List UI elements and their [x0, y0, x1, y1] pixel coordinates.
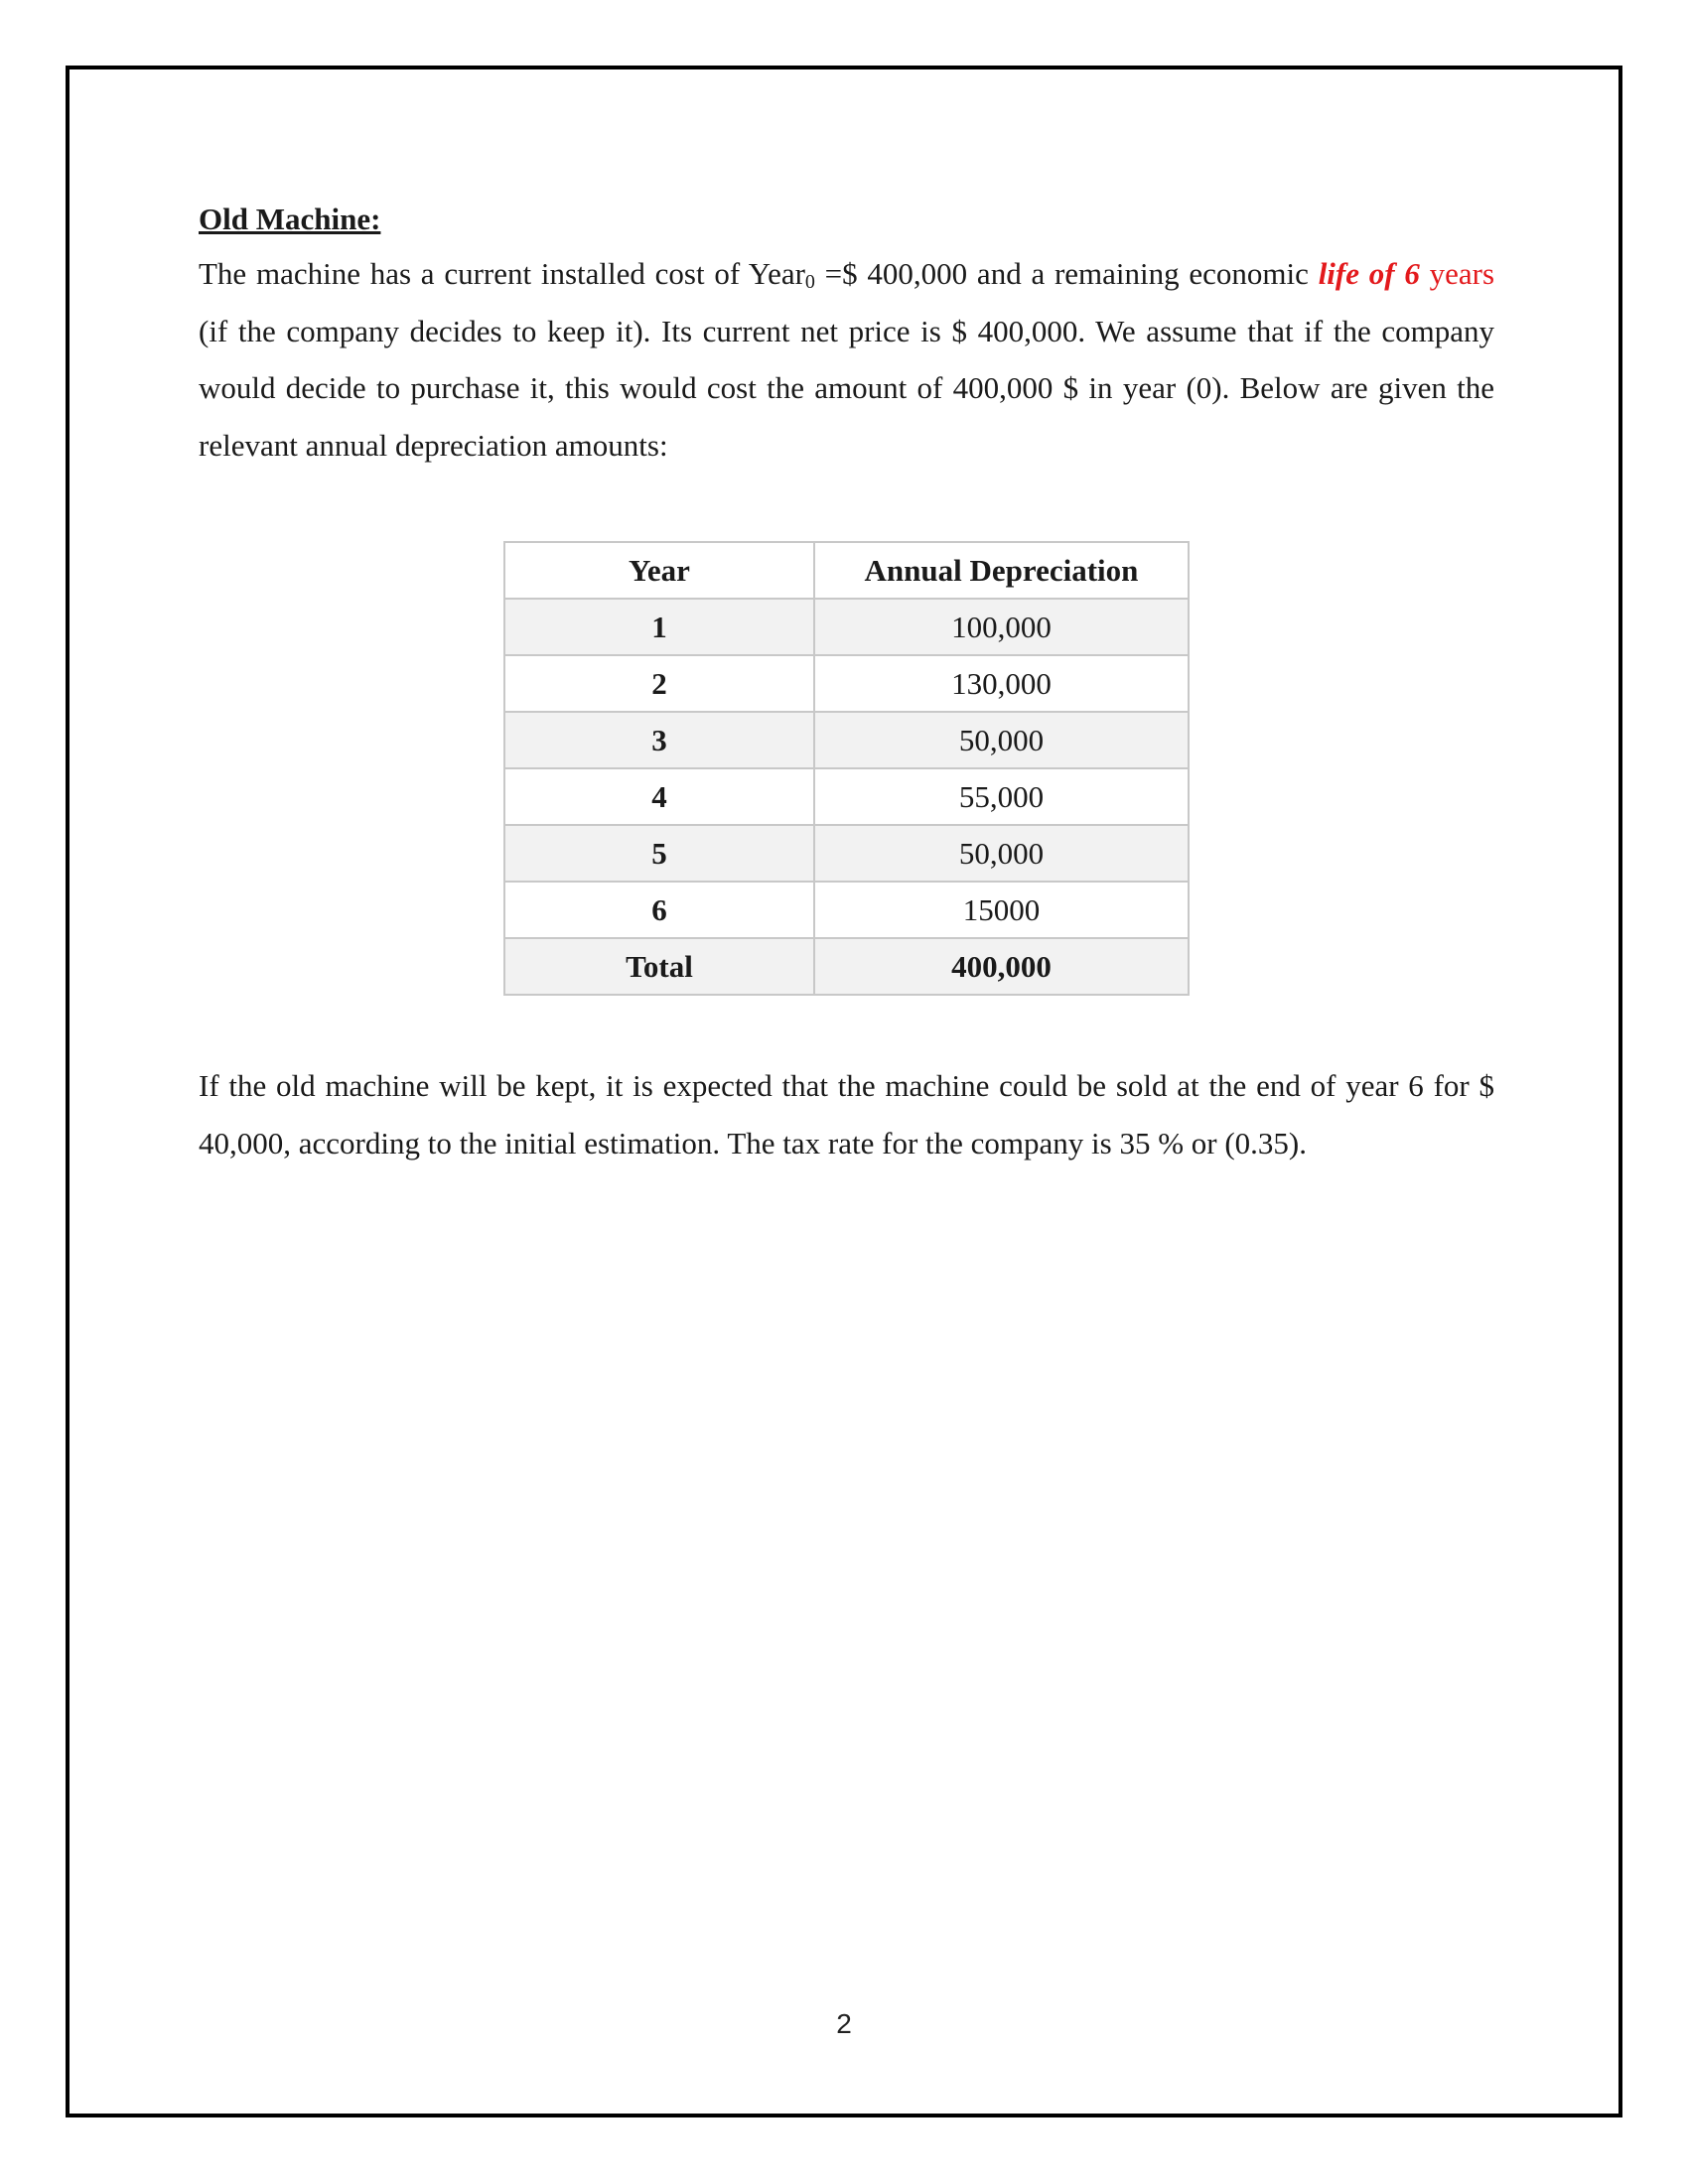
amount-cell: 55,000: [814, 768, 1189, 825]
amount-cell: 100,000: [814, 599, 1189, 655]
year-cell: 4: [504, 768, 814, 825]
year-cell: 6: [504, 882, 814, 938]
closing-paragraph: If the old machine will be kept, it is expected that the machine could be sold at the end of year 6 for $ 40,000, according to the initial estimation. The tax rate for the company is 35 % or (0.35).: [199, 1068, 1494, 1160]
document-body: [199, 194, 1494, 474]
table-row: [504, 768, 1189, 825]
year-cell: 2: [504, 655, 814, 712]
table-row: [504, 882, 1189, 938]
table-row: [504, 825, 1189, 882]
table-header-row: [504, 542, 1189, 599]
years-highlight: years: [1429, 256, 1495, 291]
intro-text-3: (if the company decides to keep it). Its current net price is $ 400,000. We assume that if the company would decide to purchase it, this would cost the amount of 400,000 $ in year (0). Below are given the relevant annual depreciation amounts:: [199, 313, 1494, 463]
table-row: [504, 712, 1189, 768]
total-label: Total: [504, 938, 814, 995]
amount-cell: 130,000: [814, 655, 1189, 712]
intro-text-2: =$ 400,000 and a remaining economic: [814, 256, 1319, 291]
table-row: [504, 655, 1189, 712]
amount-cell: 15000: [814, 882, 1189, 938]
table-row: [504, 599, 1189, 655]
amount-cell: 50,000: [814, 825, 1189, 882]
year-cell: 3: [504, 712, 814, 768]
depreciation-table: [503, 541, 1190, 996]
year-cell: 5: [504, 825, 814, 882]
section-title: Old Machine:: [199, 202, 381, 236]
year-cell: 1: [504, 599, 814, 655]
header-year: Year: [504, 542, 814, 599]
life-highlight: life of 6: [1318, 256, 1420, 291]
intro-paragraph: [199, 245, 1494, 474]
amount-cell: 50,000: [814, 712, 1189, 768]
header-annual-depreciation: Annual Depreciation: [814, 542, 1189, 599]
page-number: 2: [836, 2008, 852, 2039]
total-amount: 400,000: [814, 938, 1189, 995]
year-subscript: 0: [804, 271, 815, 293]
table-total-row: [504, 938, 1189, 995]
intro-text-1: The machine has a current installed cost of Year: [199, 256, 805, 291]
